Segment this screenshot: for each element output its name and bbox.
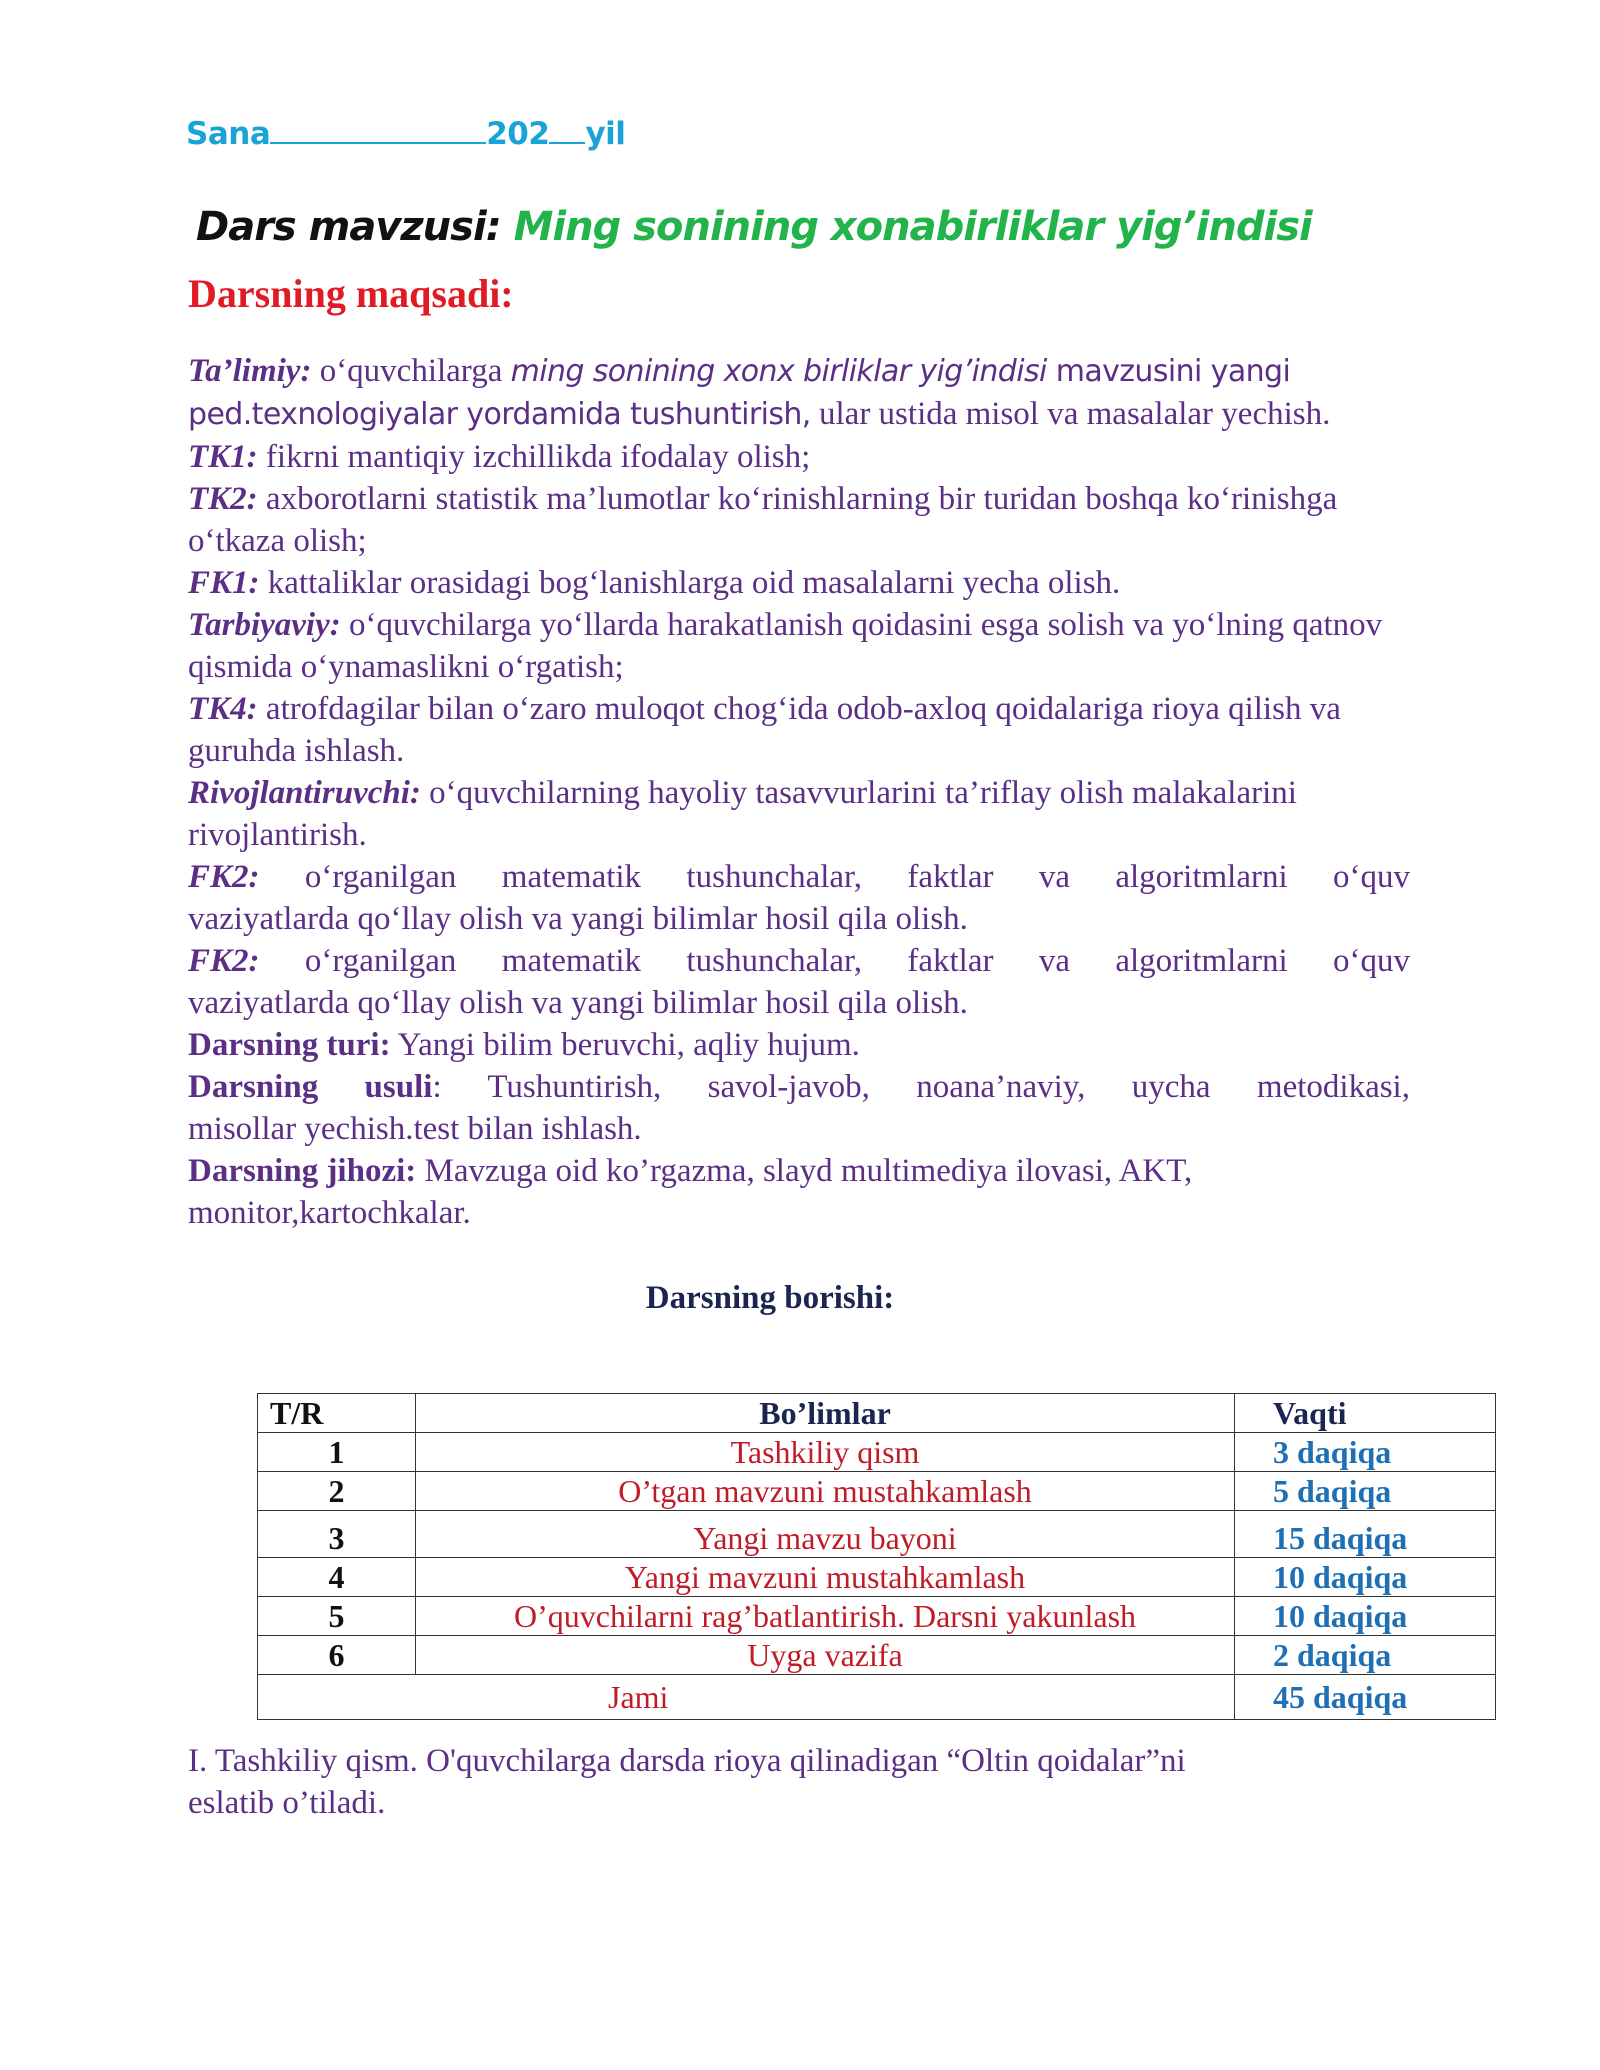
goal-text: o‘quvchilarga <box>311 353 511 389</box>
goal-key: Tarbiyaviy: <box>188 607 341 643</box>
section-organizational <box>188 1740 1410 1824</box>
row-section: Tashkiliy qism <box>416 1433 1235 1472</box>
row-time: 5 daqiqa <box>1235 1472 1496 1511</box>
table-row <box>258 1433 1496 1472</box>
date-label: Sana <box>186 116 271 152</box>
goal-text: o‘rganilgan matematik tushunchalar, faktlar va algoritmlarni o‘quv <box>259 859 1410 895</box>
goal-fk2-repeat-cont: vaziyatlarda qo‘llay olish va yangi bilimlar hosil qila olish. <box>188 985 968 1021</box>
table-row <box>258 1511 1496 1558</box>
total-label: Jami <box>258 1675 1235 1720</box>
organizational-cont: eslatib o’tiladi. <box>188 1785 386 1821</box>
col-header-number: T/R <box>258 1394 416 1433</box>
lesson-method-cont: misollar yechish.test bilan ishlash. <box>188 1111 642 1147</box>
year-label: 202 <box>486 116 550 152</box>
title-colon: : <box>485 204 501 250</box>
goal-key: Rivojlantiruvchi: <box>188 775 421 811</box>
lesson-method <box>188 1066 1410 1108</box>
goal-text: kattaliklar orasidagi bog‘lanishlarga oid masalalarni yecha olish. <box>259 565 1121 601</box>
row-time: 10 daqiqa <box>1235 1597 1496 1636</box>
organizational-key: I. Tashkiliy qism. <box>188 1743 418 1779</box>
goal-text: atrofdagilar bilan o‘zaro muloqot chog‘ida odob-axloq qoidalariga rioya qilish va guruhda ishlash. <box>188 691 1341 769</box>
goals-heading: Darsning maqsadi: <box>188 271 514 316</box>
row-time: 3 daqiqa <box>1235 1433 1496 1472</box>
year-blank <box>549 120 585 144</box>
goals-body <box>188 350 1410 1234</box>
goal-fk2 <box>188 856 1410 898</box>
col-header-sections: Bo’limlar <box>416 1394 1235 1433</box>
table-row <box>258 1558 1496 1597</box>
lesson-equipment-key: Darsning jihozi: <box>188 1153 417 1189</box>
date-blank <box>270 120 486 144</box>
goal-key: TK4: <box>188 691 258 727</box>
row-time: 2 daqiqa <box>1235 1636 1496 1675</box>
row-section: Yangi mavzuni mustahkamlash <box>416 1558 1235 1597</box>
goal-text: fikrni mantiqiy izchillikda ifodalay olish; <box>257 439 811 475</box>
title-label: Dars mavzusi <box>196 204 486 250</box>
goal-tk4 <box>188 688 1410 772</box>
goal-rivojlantiruvchi <box>188 772 1410 856</box>
goal-fk2-repeat <box>188 940 1410 982</box>
goal-key: FK2: <box>188 859 260 895</box>
row-number: 1 <box>258 1433 416 1472</box>
goal-key: FK1: <box>188 565 260 601</box>
row-time: 15 daqiqa <box>1235 1511 1496 1558</box>
goal-text: o‘rganilgan matematik tushunchalar, faktlar va algoritmlarni o‘quv <box>259 943 1410 979</box>
organizational-text: ni <box>1160 1743 1186 1779</box>
table-row <box>258 1472 1496 1511</box>
lesson-type-key: Darsning turi: <box>188 1027 391 1063</box>
lesson-plan-table <box>257 1393 1496 1720</box>
goal-text: o‘quvchilarning hayoliy tasavvurlarini ta’riflay olish malakalarini rivojlantirish. <box>188 775 1297 853</box>
title-topic: Ming sonining xonabirliklar yig’indisi <box>513 204 1312 250</box>
table-total-row <box>258 1675 1496 1720</box>
row-time: 10 daqiqa <box>1235 1558 1496 1597</box>
goal-text: ular ustida misol va masalalar yechish. <box>810 396 1331 432</box>
col-header-time: Vaqti <box>1235 1394 1496 1433</box>
goal-key: Ta’limiy: <box>188 353 312 389</box>
goal-key: TK2: <box>188 481 258 517</box>
lesson-method-key: Darsning usuli <box>188 1069 433 1105</box>
goal-tk1 <box>188 436 1410 478</box>
row-number: 6 <box>258 1636 416 1675</box>
organizational-line <box>188 1740 1410 1782</box>
golden-rules-quote: “Oltin qoidalar” <box>946 1743 1161 1779</box>
yil-label: yil <box>585 116 626 152</box>
organizational-text: O'quvchilarga darsda rioya qilinadigan <box>417 1743 947 1779</box>
goal-key: FK2: <box>188 943 260 979</box>
row-number: 4 <box>258 1558 416 1597</box>
goal-text: o‘quvchilarga yo‘llarda harakatlanish qoidasini esga solish va yo‘lning qatnov qismida o‘ynamaslikni o‘rgatish; <box>188 607 1383 685</box>
lesson-flow-heading: Darsning borishi: <box>645 1280 895 1316</box>
lesson-equipment <box>188 1150 1410 1234</box>
total-time: 45 daqiqa <box>1235 1675 1496 1720</box>
goal-fk1 <box>188 562 1410 604</box>
row-section: Uyga vazifa <box>416 1636 1235 1675</box>
lesson-type-text: Yangi bilim beruvchi, aqliy hujum. <box>390 1027 860 1063</box>
date-line <box>186 116 625 152</box>
row-section: Yangi mavzu bayoni <box>416 1511 1235 1558</box>
table-row <box>258 1636 1496 1675</box>
goal-talimiy <box>188 350 1410 436</box>
table-header-row <box>258 1394 1496 1433</box>
row-number: 5 <box>258 1597 416 1636</box>
goal-key: TK1: <box>188 439 258 475</box>
goal-fk2-cont: vaziyatlarda qo‘llay olish va yangi bilimlar hosil qila olish. <box>188 901 968 937</box>
lesson-title <box>196 204 1312 250</box>
goal-text: mavzusini yangi ped.texnologiyalar yordamida tushuntirish, <box>188 354 1291 432</box>
goal-text: axborotlarni statistik ma’lumotlar ko‘rinishlarning bir turidan boshqa ko‘rinishga o‘tkaza olish; <box>188 481 1338 559</box>
row-number: 3 <box>258 1511 416 1558</box>
lesson-type <box>188 1024 1410 1066</box>
goal-tarbiyaviy <box>188 604 1410 688</box>
goal-tk2 <box>188 478 1410 562</box>
goal-text-topic: ming sonining xonx birliklar yig’indisi <box>510 354 1047 389</box>
lesson-equipment-text: Mavzuga oid ko’rgazma, slayd multimediya ilovasi, AKT, monitor,kartochkalar. <box>188 1153 1193 1231</box>
row-section: O’tgan mavzuni mustahkamlash <box>416 1472 1235 1511</box>
table-row <box>258 1597 1496 1636</box>
lesson-method-text: : Tushuntirish, savol-javob, noana’naviy, uycha metodikasi, <box>432 1069 1410 1105</box>
row-section: O’quvchilarni rag’batlantirish. Darsni yakunlash <box>416 1597 1235 1636</box>
row-number: 2 <box>258 1472 416 1511</box>
